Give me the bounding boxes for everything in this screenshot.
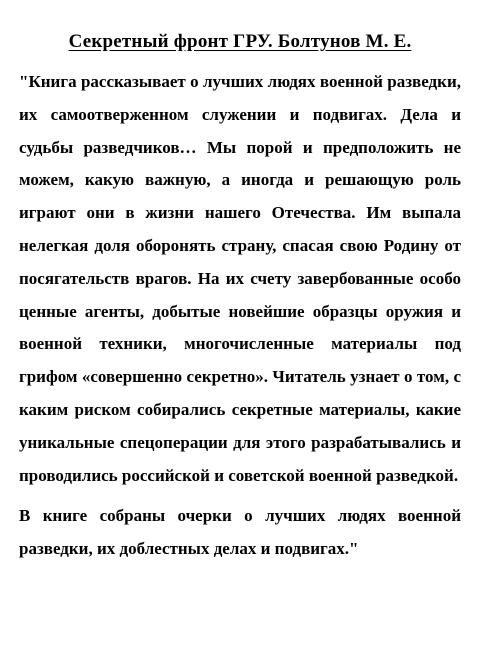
paragraph-description: "Книга рассказывает о лучших людях военной разведки, их самоотверженном служении и подвигах. Дела и судьбы разведчиков… Мы порой и предположить не можем, какую важную, а иногда и решающую роль играют они в жизни нашего Отечества. Им выпала нелегкая доля оборонять страну, спасая свою Родину от посягательств врагов. На их счету завербованные особо ценные агенты, добытые новейшие образцы оружия и военной техники, многочисленные материалы под грифом «совершенно секретно». Читатель узнает о том, с каким риском собирались секретные материалы, какие уникальные спецоперации для этого разрабатывались и проводились российской и советской военной разведкой. (19, 72, 461, 485)
document-title: Секретный фронт ГРУ. Болтунов М. Е. (68, 31, 412, 52)
paragraph-summary: В книге собраны очерки о лучших людях военной разведки, их доблестных делах и подвигах." (19, 506, 461, 559)
